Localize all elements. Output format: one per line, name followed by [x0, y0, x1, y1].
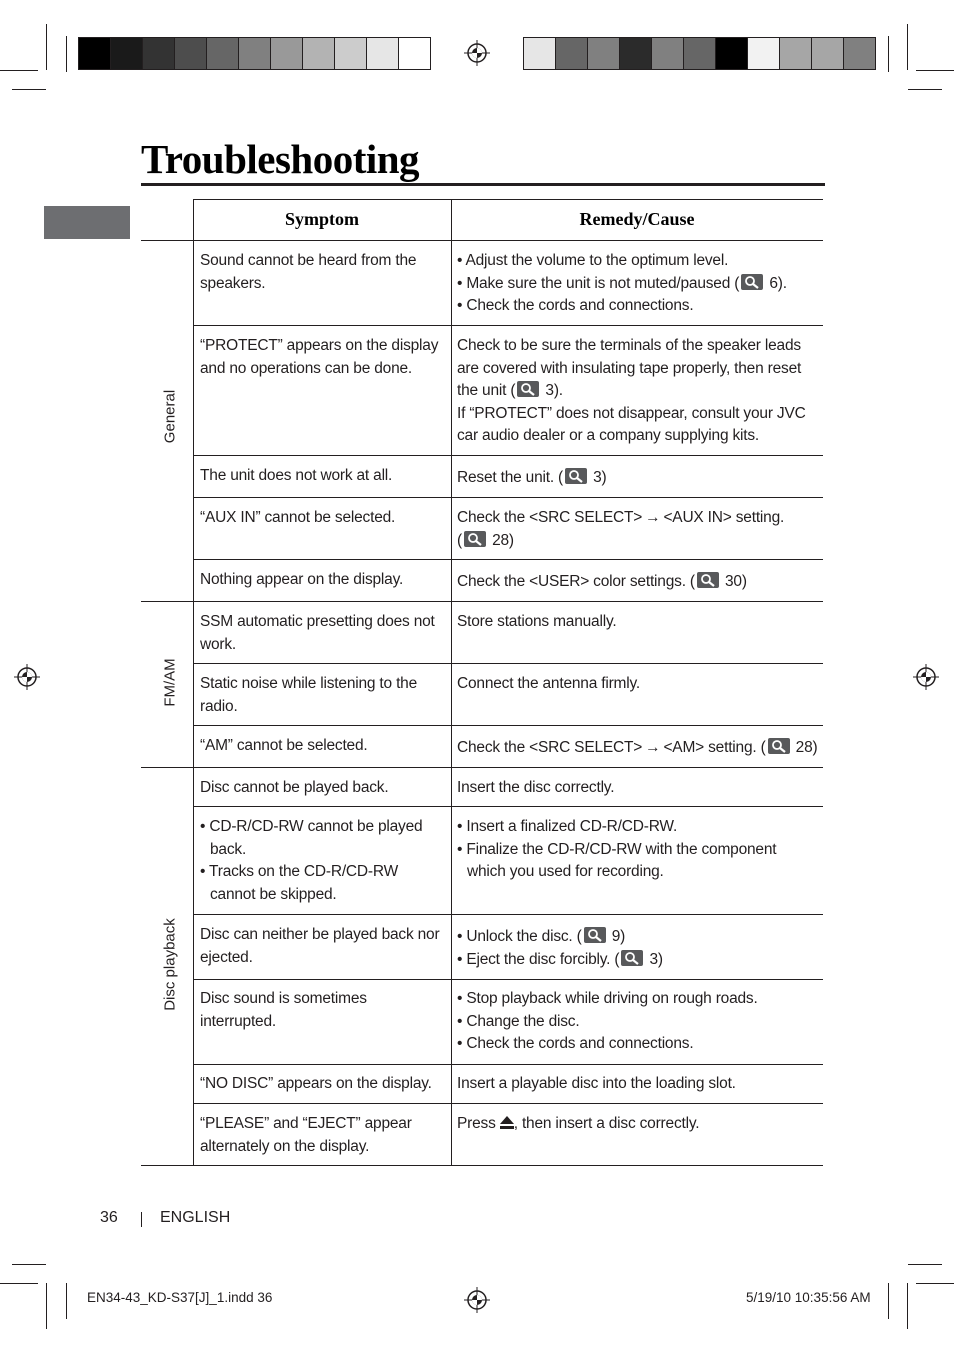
remedy-cell: Insert the disc correctly.: [457, 779, 615, 796]
remedy-cell: [457, 988, 817, 1056]
remedy-cell: [457, 507, 817, 552]
color-swatch: [748, 38, 780, 69]
color-swatch: [271, 38, 303, 69]
slug-filename: EN34-43_KD-S37[J]_1.indd 36: [87, 1290, 273, 1305]
color-swatch: [556, 38, 588, 69]
arrow-right-icon: →: [645, 739, 661, 756]
color-calibration-bar-right: [523, 37, 876, 70]
category-fm-am: FM/AM: [161, 658, 179, 707]
symptom-cell: [200, 816, 438, 906]
color-swatch: [143, 38, 175, 69]
remedy-cell: Insert a playable disc into the loading slot.: [457, 1075, 736, 1092]
symptom-cell: Sound cannot be heard from the speakers.: [200, 252, 417, 292]
remedy-text: <AM> setting. (: [663, 739, 766, 756]
remedy-cell: [457, 250, 817, 318]
color-swatch: [367, 38, 399, 69]
section-tab: [44, 206, 130, 239]
color-swatch: [684, 38, 716, 69]
color-swatch: [652, 38, 684, 69]
remedy-cell: [457, 926, 817, 971]
footer-separator: [141, 1212, 142, 1227]
symptom-cell: Static noise while listening to the radio.: [200, 675, 418, 715]
remedy-text: 3).: [541, 382, 563, 399]
symptom-cell: Nothing appear on the display.: [200, 571, 404, 588]
remedy-line: [457, 507, 817, 530]
slug-timestamp: 5/19/10 10:35:56 AM: [746, 1290, 871, 1305]
color-swatch: [239, 38, 271, 69]
color-swatch: [588, 38, 620, 69]
color-swatch: [399, 38, 430, 69]
arrow-right-icon: →: [645, 509, 661, 526]
remedy-cell: [457, 571, 817, 594]
remedy-line: [457, 949, 817, 972]
remedy-text: 3): [645, 950, 663, 968]
page-title: Troubleshooting: [141, 136, 420, 182]
symptom-cell: “PLEASE” and “EJECT” appear alternately on the display.: [200, 1115, 412, 1155]
page-reference-icon: [621, 950, 643, 966]
registration-mark-icon: [464, 40, 490, 66]
remedy-text: 6).: [765, 274, 787, 292]
page-reference-icon: [768, 738, 790, 754]
category-general: General: [161, 389, 179, 444]
remedy-text: • Unlock the disc. (: [457, 928, 582, 945]
symptom-cell: Disc can neither be played back nor ejected.: [200, 926, 440, 966]
remedy-cell: Store stations manually.: [457, 613, 617, 630]
title-rule: [141, 183, 825, 186]
column-header-symptom: Symptom: [284, 209, 359, 229]
remedy-text: Press: [457, 1115, 496, 1132]
registration-mark-icon: [464, 1287, 490, 1313]
color-swatch: [812, 38, 844, 69]
remedy-text: Reset the unit. (: [457, 469, 564, 486]
remedy-line: [457, 926, 817, 949]
remedy-cell: Connect the antenna firmly.: [457, 675, 640, 692]
color-swatch: [111, 38, 143, 69]
remedy-line: • Change the disc.: [457, 1012, 580, 1030]
symptom-line: • CD-R/CD-RW cannot be played back.: [200, 818, 423, 858]
remedy-text: Check the <SRC SELECT>: [457, 509, 643, 526]
page-reference-icon: [565, 468, 587, 484]
remedy-text: , then insert a disc correctly.: [513, 1115, 700, 1132]
symptom-cell: The unit does not work at all.: [200, 467, 393, 484]
page-reference-icon: [741, 274, 763, 290]
remedy-cell: [457, 467, 817, 490]
color-swatch: [175, 38, 207, 69]
page-number: 36: [100, 1209, 118, 1226]
symptom-cell: “PROTECT” appears on the display and no operations can be done.: [200, 337, 439, 377]
color-swatch: [303, 38, 335, 69]
page-reference-icon: [517, 381, 539, 397]
page-reference-icon: [697, 572, 719, 588]
remedy-line: [457, 530, 817, 553]
color-swatch: [716, 38, 748, 69]
color-swatch: [780, 38, 812, 69]
remedy-line: • Adjust the volume to the optimum level.: [457, 252, 729, 269]
color-swatch: [335, 38, 367, 69]
color-swatch: [844, 38, 875, 69]
symptom-cell: Disc cannot be played back.: [200, 779, 389, 796]
category-disc-playback: Disc playback: [161, 918, 179, 1011]
remedy-text: 30): [720, 573, 747, 590]
remedy-text: 28): [487, 531, 514, 549]
remedy-line: • Finalize the CD-R/CD-RW with the component which you used for recording.: [457, 840, 777, 880]
remedy-line: • Check the cords and connections.: [457, 297, 694, 314]
registration-mark-icon: [913, 664, 939, 690]
remedy-text: 28): [791, 739, 818, 756]
remedy-line: • Stop playback while driving on rough roads.: [457, 990, 758, 1007]
page-reference-icon: [584, 927, 606, 943]
registration-mark-icon: [14, 664, 40, 690]
column-header-remedy: Remedy/Cause: [579, 209, 695, 229]
symptom-cell: SSM automatic presetting does not work.: [200, 613, 435, 653]
eject-icon: [500, 1116, 514, 1129]
remedy-text: Check the <SRC SELECT>: [457, 739, 643, 756]
symptom-line: • Tracks on the CD-R/CD-RW cannot be skipped.: [200, 863, 399, 903]
remedy-text: Check to be sure the terminals of the speaker leads are covered with insulating tape properly, then reset the unit (: [457, 337, 802, 399]
remedy-text: 9): [607, 928, 626, 945]
page-reference-icon: [464, 531, 486, 547]
symptom-cell: “NO DISC” appears on the display.: [200, 1075, 432, 1092]
remedy-line: • Check the cords and connections.: [457, 1035, 694, 1052]
remedy-line: • Insert a finalized CD-R/CD-RW.: [457, 818, 678, 835]
remedy-cell: [457, 1113, 817, 1136]
symptom-cell: Disc sound is sometimes interrupted.: [200, 990, 367, 1030]
remedy-text: (: [457, 531, 462, 549]
remedy-cell: [457, 737, 823, 760]
remedy-text: <AUX IN> setting.: [663, 509, 785, 526]
symptom-cell: “AM” cannot be selected.: [200, 737, 368, 754]
remedy-text: Check the <USER> color settings. (: [457, 573, 695, 590]
remedy-line: [457, 273, 817, 296]
color-calibration-bar-left: [78, 37, 431, 70]
color-swatch: [207, 38, 239, 69]
remedy-text: • Make sure the unit is not muted/paused (: [457, 274, 740, 292]
language-label: ENGLISH: [160, 1209, 231, 1226]
symptom-cell: “AUX IN” cannot be selected.: [200, 509, 396, 526]
color-swatch: [524, 38, 556, 69]
remedy-line: If “PROTECT” does not disappear, consult your JVC car audio dealer or a company supplying kits.: [457, 404, 806, 444]
remedy-cell: [457, 816, 817, 884]
color-swatch: [620, 38, 652, 69]
remedy-text: 3): [589, 469, 607, 486]
remedy-text: • Eject the disc forcibly. (: [457, 950, 620, 968]
remedy-line: [457, 335, 817, 403]
remedy-cell: [457, 335, 817, 448]
color-swatch: [79, 38, 111, 69]
